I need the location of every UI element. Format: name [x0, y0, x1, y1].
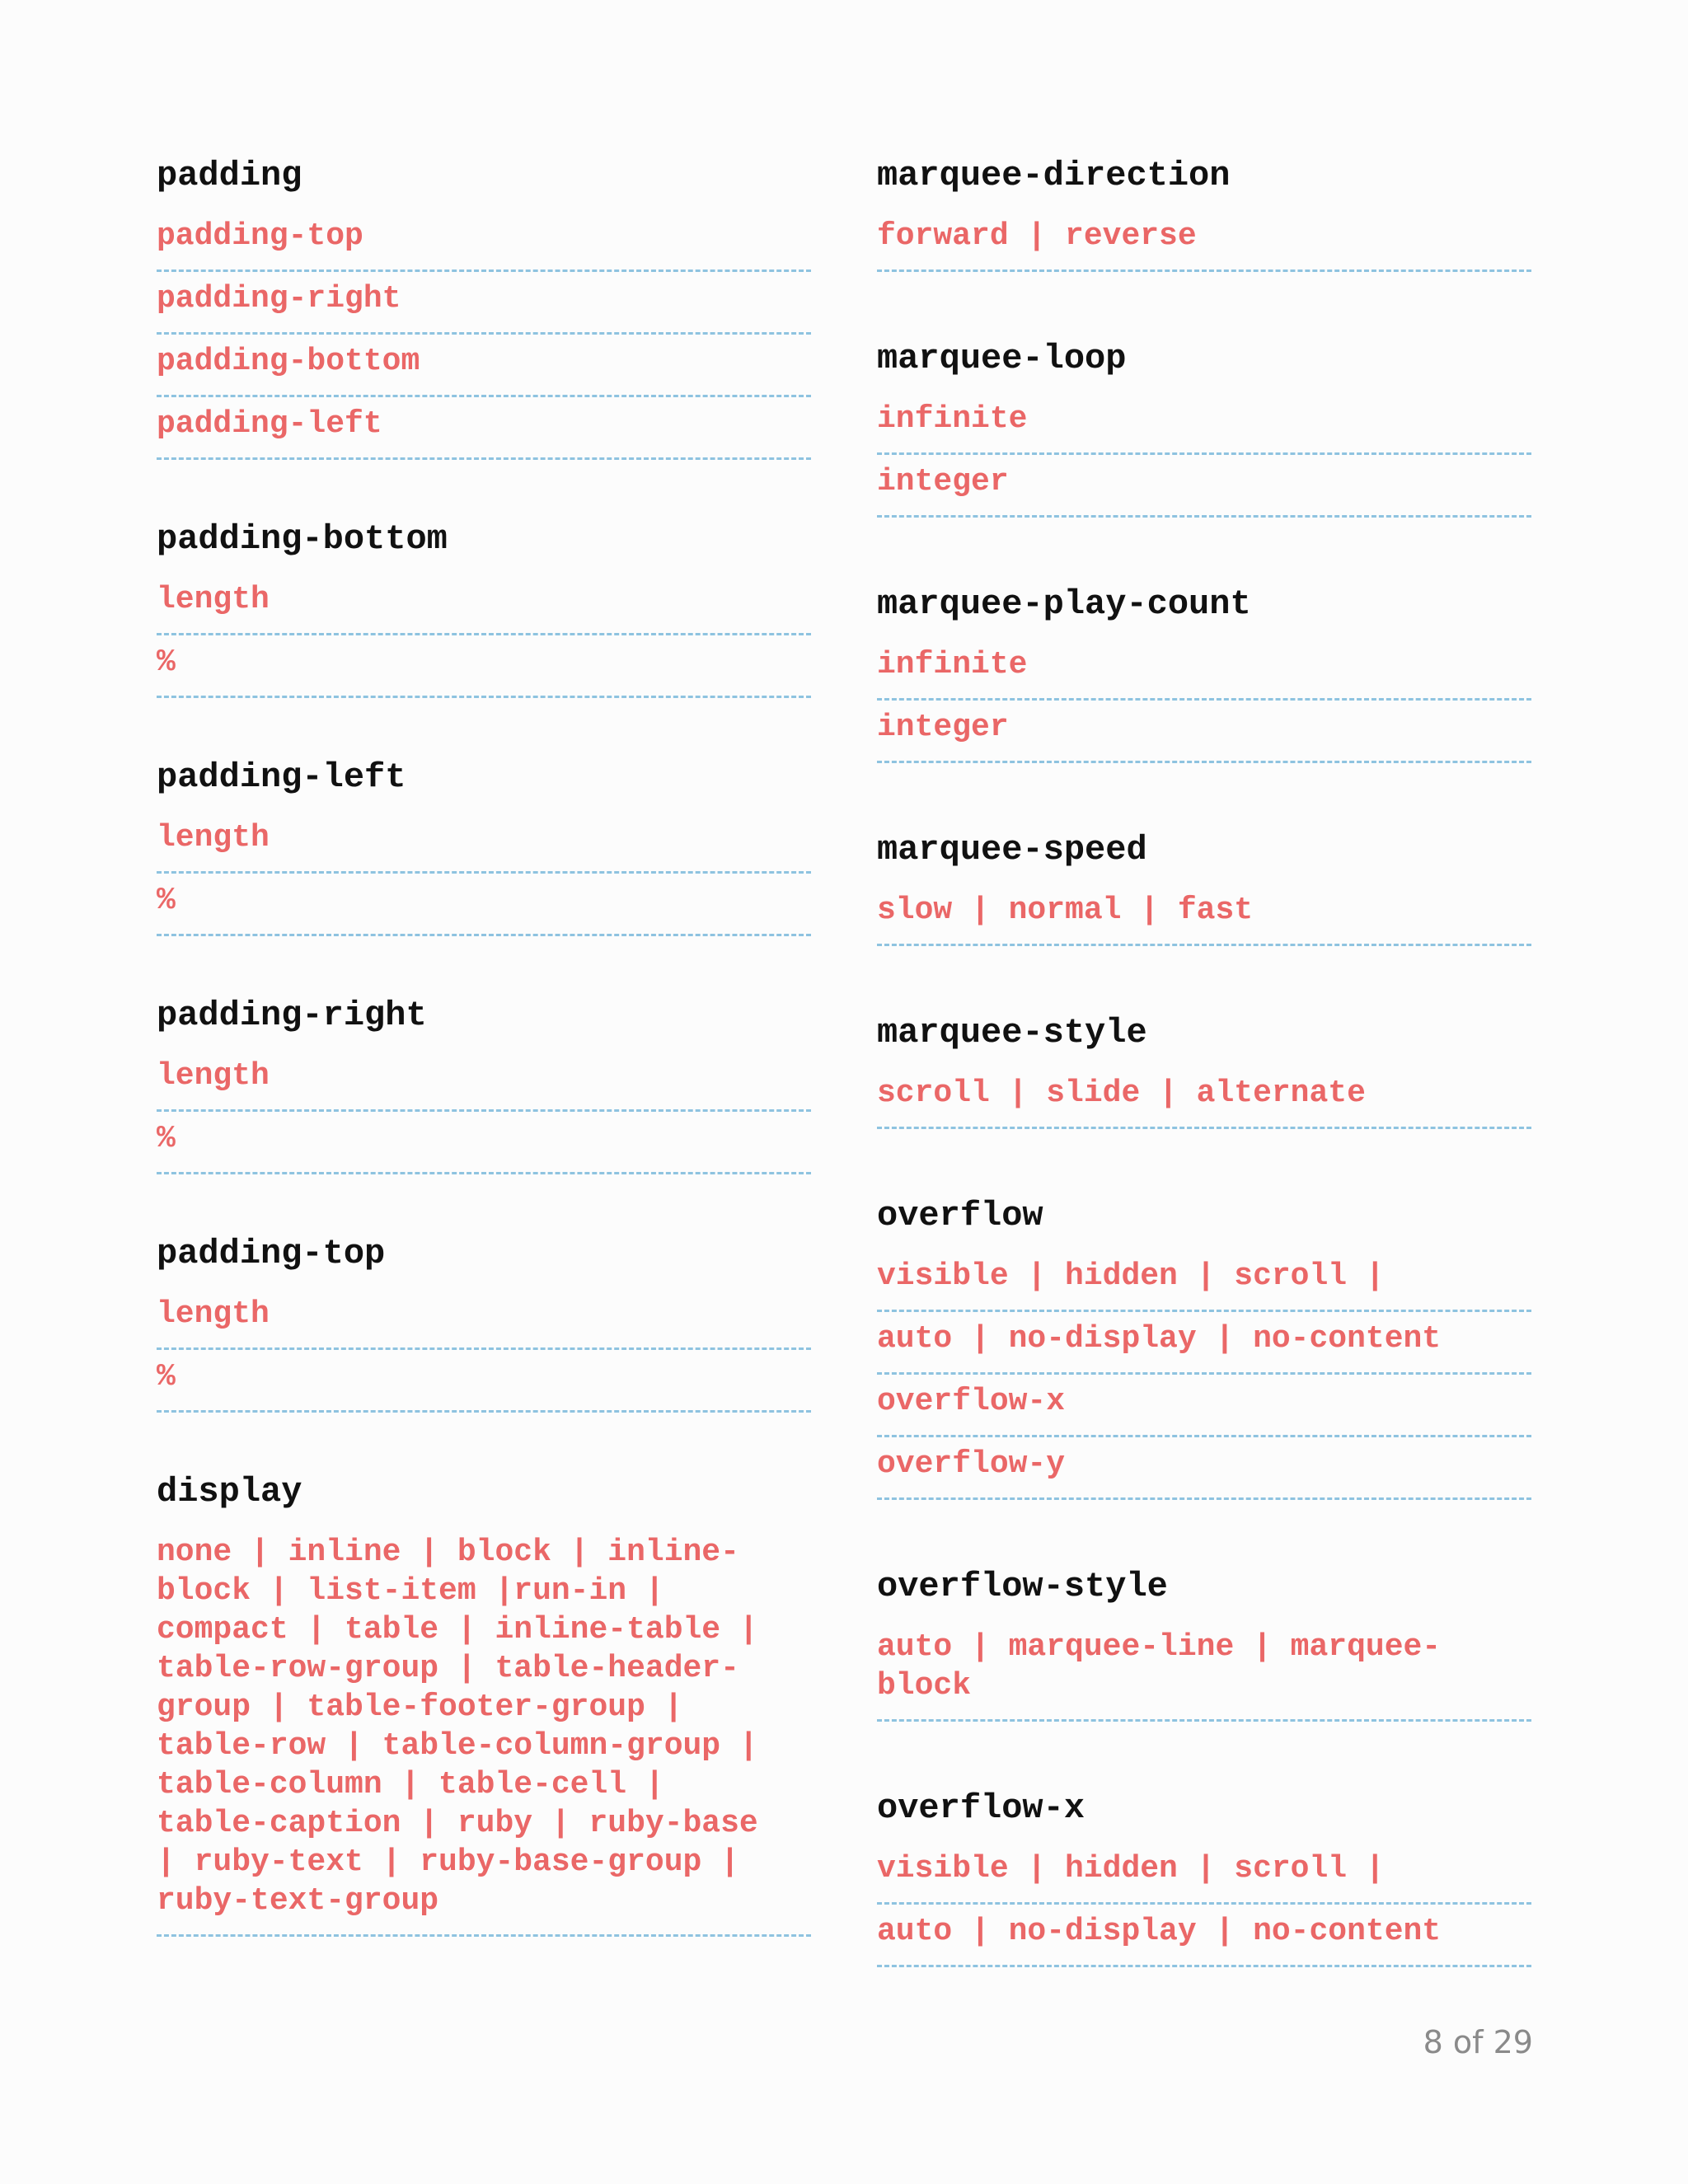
property-value: overflow-x	[877, 1375, 1531, 1437]
property-heading: padding-right	[157, 996, 427, 1035]
property-section-padding-top	[157, 1229, 811, 1413]
page-indicator: 8 of 29	[1423, 2024, 1533, 2060]
property-value: infinite	[877, 638, 1531, 701]
right-column	[877, 151, 1531, 2029]
property-section-padding-bottom	[157, 514, 811, 698]
property-heading: padding	[157, 156, 302, 195]
property-heading: marquee-style	[877, 1013, 1147, 1052]
property-heading: overflow	[877, 1196, 1043, 1235]
property-value: visible | hidden | scroll |	[877, 1842, 1531, 1905]
property-heading: marquee-direction	[877, 156, 1231, 195]
property-heading: padding-bottom	[157, 519, 448, 559]
property-value: padding-right	[157, 272, 811, 335]
property-heading: display	[157, 1472, 302, 1511]
property-value: overflow-y	[877, 1437, 1531, 1500]
property-value: integer	[877, 701, 1531, 763]
property-section-marquee-play-count	[877, 579, 1531, 763]
property-heading: marquee-loop	[877, 339, 1127, 378]
property-value: padding-left	[157, 397, 811, 460]
property-section-marquee-direction	[877, 151, 1531, 272]
property-value: padding-top	[157, 209, 811, 272]
property-value: padding-bottom	[157, 335, 811, 397]
property-value: visible | hidden | scroll |	[877, 1249, 1531, 1312]
property-heading: marquee-speed	[877, 830, 1147, 869]
property-section-display	[157, 1467, 811, 1937]
property-heading: padding-left	[157, 757, 406, 797]
property-value: %	[157, 1350, 811, 1413]
property-value: integer	[877, 455, 1531, 518]
property-heading: marquee-play-count	[877, 584, 1251, 624]
property-value: length	[157, 1049, 811, 1112]
property-value: length	[157, 573, 811, 635]
left-column	[157, 151, 811, 1991]
property-value: forward | reverse	[877, 209, 1531, 272]
property-heading: overflow-style	[877, 1567, 1168, 1606]
property-value: auto | marquee-line | marquee- block	[877, 1620, 1531, 1722]
property-section-marquee-speed	[877, 825, 1531, 946]
property-value: auto | no-display | no-content	[877, 1312, 1531, 1375]
property-value: slow | normal | fast	[877, 883, 1531, 946]
property-value: %	[157, 874, 811, 936]
property-value: %	[157, 1112, 811, 1174]
property-section-marquee-style	[877, 1008, 1531, 1129]
property-section-padding-right	[157, 991, 811, 1174]
property-heading: overflow-x	[877, 1788, 1085, 1828]
property-value: %	[157, 635, 811, 698]
property-section-padding-left	[157, 752, 811, 936]
property-value: auto | no-display | no-content	[877, 1905, 1531, 1967]
property-section-overflow-style	[877, 1562, 1531, 1722]
property-value: length	[157, 1287, 811, 1350]
property-section-overflow	[877, 1191, 1531, 1500]
property-section-marquee-loop	[877, 334, 1531, 518]
property-section-padding	[157, 151, 811, 460]
property-value: length	[157, 811, 811, 874]
property-heading: padding-top	[157, 1234, 386, 1273]
property-value: infinite	[877, 392, 1531, 455]
property-value: none | inline | block | inline- block | list-item |run-in | compact | table | inline-table | table-row-group | table-header- group | table-footer-group | table-row | table-column-group | table-column | table-cell | table-caption | ruby | ruby-base | ruby-text | ruby-base-group | ruby-text-group	[157, 1526, 811, 1937]
property-section-overflow-x	[877, 1783, 1531, 1967]
property-value: scroll | slide | alternate	[877, 1066, 1531, 1129]
